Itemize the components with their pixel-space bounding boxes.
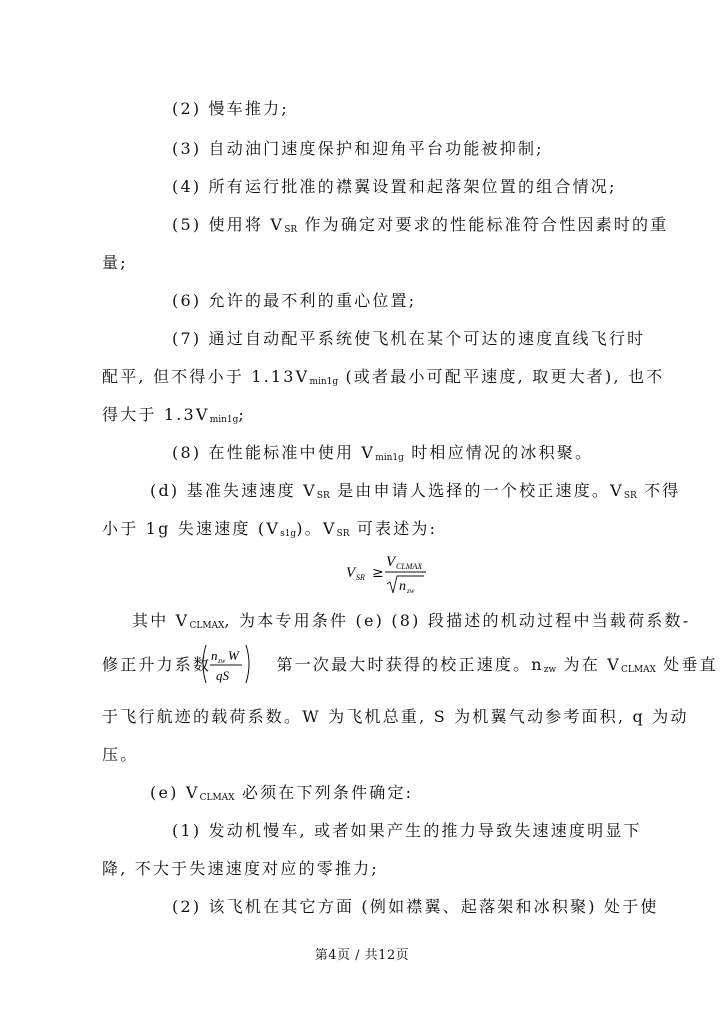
where-text-f: 处垂直 (655, 655, 718, 674)
item-7-line-1: (7) 通过自动配平系统使飞机在某个可达的速度直线飞行时 (172, 329, 646, 348)
formula-lhs-sub: SR (356, 573, 365, 582)
para-where-line-3: 于飞行航迹的载荷系数。W 为飞机总重, S 为机翼气动参考面积, q 为动 (102, 707, 689, 726)
item-8-text-a: (8) 在性能标准中使用 V (172, 443, 376, 462)
where-text-e: 为在 V (556, 655, 621, 674)
item-5-text-a: (5) 使用将 V (172, 215, 285, 234)
coef-numerator-w: W (228, 648, 239, 663)
item-8-text-b: 时相应情况的冰积聚。 (403, 443, 594, 462)
item-7-line-2 (102, 364, 664, 387)
formula-numerator: V (386, 554, 396, 570)
para-d-text-d: 小于 1g 失速速度 (V (102, 519, 281, 538)
item-7-text-c: 得大于 1.3V (102, 405, 210, 424)
where-text-a: 其中 V (132, 611, 190, 630)
where-text-c: 修正升力系数 (102, 655, 212, 674)
formula-denominator: n (399, 579, 406, 594)
para-d-sub: SR (316, 491, 330, 501)
formula-denominator-sub: zw (407, 587, 415, 595)
para-where-line-1 (132, 608, 690, 631)
para-d-text-a: (d) 基准失速速度 V (150, 481, 317, 500)
where-sub-2: zw (543, 665, 557, 675)
para-where-line-4: 压。 (102, 745, 139, 764)
lift-coefficient-formula (200, 643, 252, 685)
where-sub-3: CLMAX (620, 665, 656, 675)
coef-left-paren (203, 645, 206, 683)
page-footer: 第4页 / 共12页 (314, 948, 410, 963)
para-e-heading (150, 780, 413, 803)
item-8-ice (172, 440, 593, 463)
item-7-sub: min1g (309, 377, 339, 387)
para-d-sub-3: s1g (280, 529, 297, 539)
item-6-cg: (6) 允许的最不利的重心位置; (172, 291, 417, 310)
item-5-line-2: 量; (102, 253, 128, 272)
para-e-item-2-line-1: (2) 该飞机在其它方面 (例如襟翼、起落架和冰积聚) 处于使 (172, 897, 659, 916)
para-d-text-b: 是由申请人选择的一个校正速度。V (329, 481, 624, 500)
para-e-text-a: (e) V (150, 783, 200, 802)
item-7-line-3 (102, 402, 246, 425)
item-7-text-d: ; (238, 405, 246, 424)
item-8-sub: min1g (375, 453, 404, 463)
para-d-line-2 (102, 516, 437, 539)
item-5-sub: SR (284, 225, 298, 235)
para-d-line-1 (150, 478, 681, 501)
item-4-flap-settings: (4) 所有运行批准的襟翼设置和起落架位置的组合情况; (172, 177, 617, 196)
para-d-text-e: )。V (296, 519, 337, 538)
item-7-text-b: (或者最小可配平速度, 取更大者), 也不 (338, 367, 665, 386)
para-where-line-2 (102, 652, 718, 675)
vsr-formula (344, 552, 454, 598)
para-d-sub-4: SR (336, 529, 350, 539)
where-text-b: , 为本专用条件 (e) (8) 段描述的机动过程中当载荷系数- (224, 611, 691, 630)
para-d-text-c: 不得 (636, 481, 681, 500)
para-d-sub-2: SR (623, 491, 637, 501)
formula-operator: ≥ (372, 565, 384, 581)
item-7-sub-2: min1g (209, 415, 239, 425)
item-5-line-1 (172, 212, 668, 235)
para-e-item-1-line-1: (1) 发动机慢车, 或者如果产生的推力导致失速速度明显下 (172, 821, 642, 840)
para-e-item-1-line-2: 降, 不大于失速速度对应的零推力; (102, 859, 379, 878)
para-d-text-f: 可表述为: (349, 519, 438, 538)
where-text-d: 第一次最大时获得的校正速度。n (269, 655, 544, 674)
formula-numerator-sub: CLMAX (396, 562, 423, 571)
item-3-autothrottle: (3) 自动油门速度保护和迎角平台功能被抑制; (172, 139, 544, 158)
coef-right-paren (246, 645, 249, 683)
formula-lhs: V (346, 565, 356, 581)
para-e-sub: CLMAX (199, 793, 235, 803)
coef-denominator: qS (216, 668, 229, 683)
coef-numerator: n (211, 648, 218, 663)
para-e-text-b: 必须在下列条件确定: (234, 783, 414, 802)
where-sub: CLMAX (189, 621, 225, 631)
item-2-idle-thrust: (2) 慢车推力; (172, 99, 289, 118)
item-7-text-a: 配平, 但不得小于 1.13V (102, 367, 310, 386)
item-5-text-b: 作为确定对要求的性能标准符合性因素时的重 (297, 215, 669, 234)
coef-numerator-sub: zw (218, 657, 226, 665)
